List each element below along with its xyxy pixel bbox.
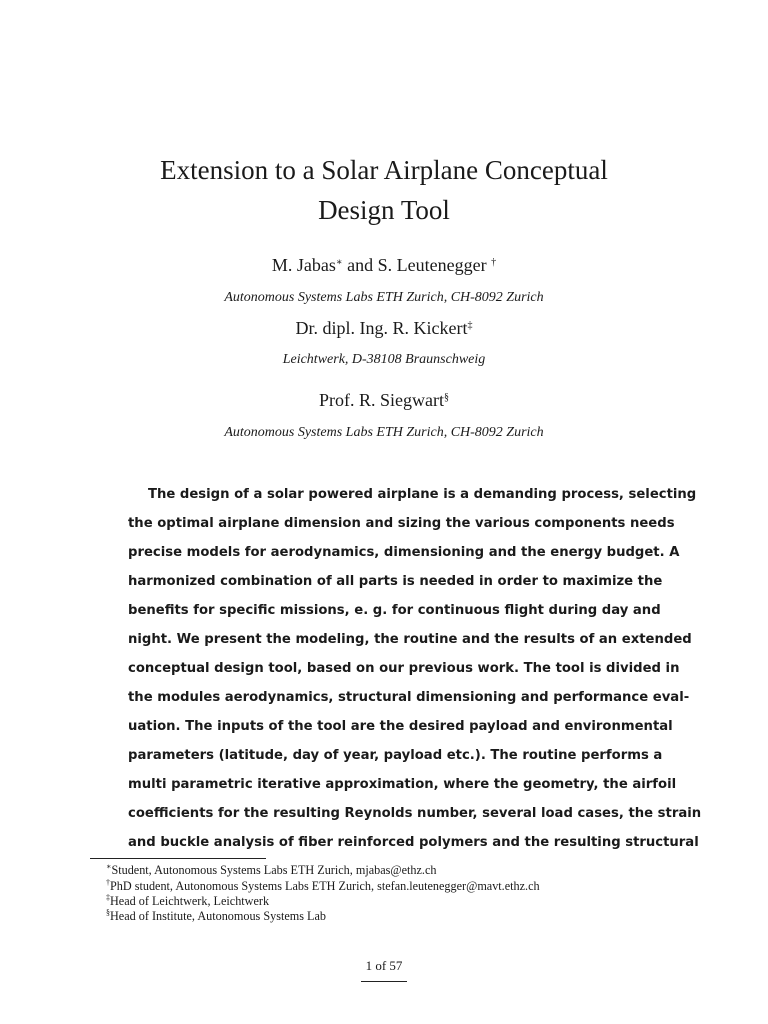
- footnote-2: [106, 878, 540, 894]
- abstract-line: precise models for aerodynamics, dimensioning and the energy budget. A: [128, 545, 680, 560]
- footnote-text: Student, Autonomous Systems Labs ETH Zurich, mjabas@ethz.ch: [111, 863, 437, 877]
- author-line-3: [84, 390, 684, 411]
- abstract-line: parameters (latitude, day of year, payload etc.). The routine performs a: [128, 748, 663, 763]
- author-jabas: M. Jabas: [271, 255, 336, 275]
- abstract-line: night. We present the modeling, the routine and the results of an extended: [128, 632, 692, 647]
- author-siegwart: Prof. R. Siegwart: [319, 390, 444, 410]
- footnote-mark-1: ∗: [335, 257, 343, 268]
- abstract-line: the modules aerodynamics, structural dimensioning and performance eval-: [128, 690, 690, 705]
- footnote-mark: †: [106, 878, 110, 887]
- abstract-line: multi parametric iterative approximation, where the geometry, the airfoil: [128, 777, 677, 792]
- affiliation-2: Leichtwerk, D-38108 Braunschweig: [282, 352, 486, 367]
- author-line-1: [84, 255, 684, 276]
- page-number: 1 of 57: [365, 958, 403, 973]
- footnote-divider: [90, 858, 266, 859]
- abstract-line: uation. The inputs of the tool are the desired payload and environmental: [128, 719, 673, 734]
- paper-title: [84, 150, 684, 230]
- affiliation-1: Autonomous Systems Labs ETH Zurich, CH-8092 Zurich: [224, 290, 544, 305]
- title-line-2: Design Tool: [318, 195, 450, 225]
- page-number-underline: [361, 981, 407, 982]
- affiliation-3: Autonomous Systems Labs ETH Zurich, CH-8092 Zurich: [224, 425, 544, 440]
- footnote-mark: ∗: [106, 862, 112, 871]
- footnote-mark-4: §: [444, 392, 449, 403]
- footnote-mark: ‡: [106, 893, 110, 902]
- abstract-line: The design of a solar powered airplane is a demanding process, selecting: [148, 487, 697, 502]
- author-kickert: Dr. dipl. Ing. R. Kickert: [295, 318, 468, 338]
- footnote-text: Head of Leichtwerk, Leichtwerk: [110, 894, 270, 908]
- author-leutenegger: and S. Leutenegger: [342, 255, 492, 275]
- abstract-line: benefits for specific missions, e. g. for continuous flight during day and: [128, 603, 661, 618]
- footnote-1: [106, 862, 436, 878]
- footnote-mark: §: [106, 908, 110, 917]
- abstract-line: coefficients for the resulting Reynolds number, several load cases, the strain: [128, 806, 702, 821]
- abstract-line: harmonized combination of all parts is needed in order to maximize the: [128, 574, 663, 589]
- abstract-line: and buckle analysis of fiber reinforced polymers and the resulting structural: [128, 835, 699, 850]
- title-line-1: Extension to a Solar Airplane Conceptual: [160, 155, 608, 185]
- footnote-mark-3: ‡: [467, 320, 473, 331]
- footnote-text: PhD student, Autonomous Systems Labs ETH Zurich, stefan.leutenegger@mavt.ethz.ch: [110, 879, 540, 893]
- footnote-mark-2: †: [491, 257, 497, 268]
- author-line-2: [84, 318, 684, 339]
- abstract: [128, 480, 702, 857]
- footnote-4: [106, 908, 326, 924]
- footnote-3: [106, 893, 269, 909]
- abstract-line: conceptual design tool, based on our previous work. The tool is divided in: [128, 661, 680, 676]
- footnote-text: Head of Institute, Autonomous Systems Lab: [110, 909, 326, 923]
- abstract-line: the optimal airplane dimension and sizing the various components needs: [128, 516, 675, 531]
